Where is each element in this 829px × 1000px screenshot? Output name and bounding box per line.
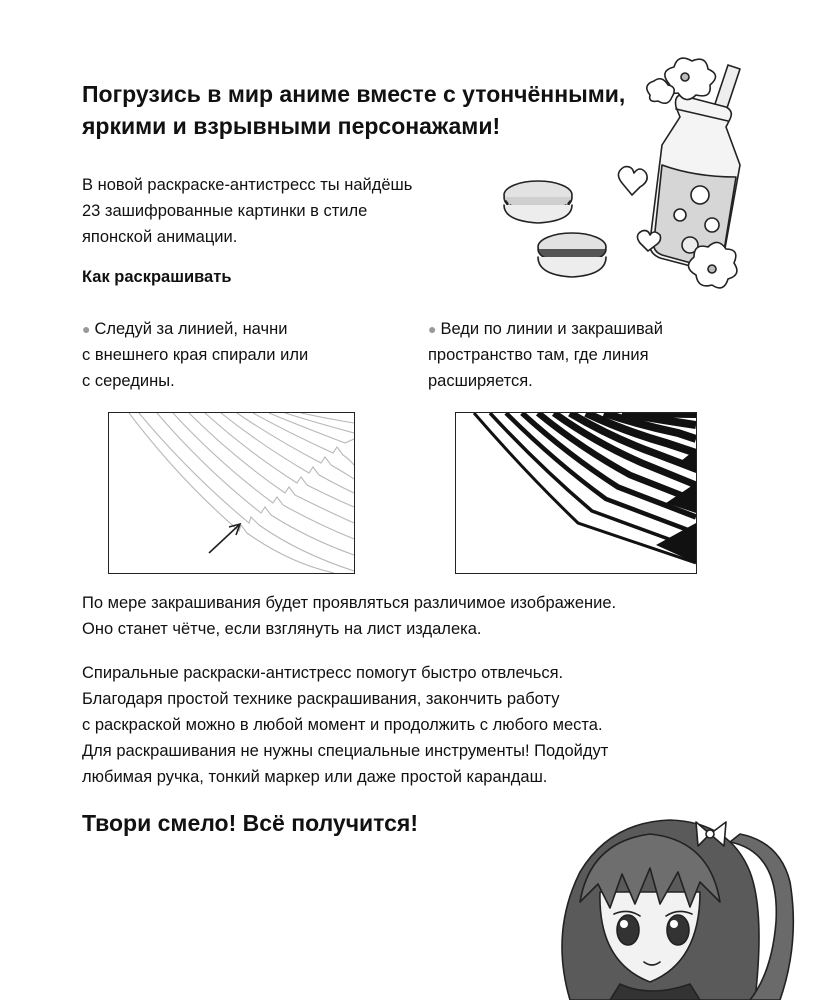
step-1-line-2: с внешнего края спирали или — [82, 346, 309, 364]
step-2-text — [428, 316, 768, 394]
step-2-line-1: ● Веди по линии и закрашивай — [428, 320, 663, 338]
step-1-text — [82, 316, 402, 394]
spiral-lines-diagram — [109, 413, 354, 573]
example-panel-lines — [108, 412, 355, 574]
closing-slogan: Твори смело! Всё получится! — [82, 810, 419, 836]
step-1-line-3: с середины. — [82, 372, 175, 390]
intro-line-2: 23 зашифрованные картинки в стиле — [82, 202, 368, 220]
bullet-icon: ● — [428, 321, 437, 337]
benefits-line-2: Благодаря простой технике раскрашивания, закончить работу — [82, 690, 560, 708]
benefits-line-4: Для раскрашивания не нужны специальные инструменты! Подойдут — [82, 742, 609, 760]
example-panel-filled — [455, 412, 697, 574]
headline-line-2: яркими и взрывными персонажами! — [82, 113, 501, 139]
drink-macarons-illustration — [490, 55, 760, 305]
step-2-line-3: расширяется. — [428, 372, 533, 390]
result-paragraph — [82, 590, 762, 642]
benefits-line-5: любимая ручка, тонкий маркер или даже простой карандаш. — [82, 768, 548, 786]
benefits-line-1: Спиральные раскраски-антистресс помогут быстро отвлечься. — [82, 664, 564, 682]
intro-line-1: В новой раскраске-антистресс ты найдёшь — [82, 176, 413, 194]
how-to-heading: Как раскрашивать — [82, 268, 232, 286]
headline-line-1: Погрузись в мир аниме вместе с утончёнными, — [82, 81, 626, 107]
anime-girl-illustration — [540, 812, 800, 1000]
step-2-line-2: пространство там, где линия — [428, 346, 649, 364]
intro-paragraph — [82, 172, 502, 250]
benefits-paragraph — [82, 660, 762, 790]
intro-line-3: японской анимации. — [82, 228, 238, 246]
result-line-2: Оно станет чётче, если взглянуть на лист издалека. — [82, 620, 482, 638]
bullet-icon: ● — [82, 321, 91, 337]
benefits-line-3: с раскраской можно в любой момент и продолжить с любого места. — [82, 716, 603, 734]
step-1-line-1: ● Следуй за линией, начни — [82, 320, 288, 338]
result-line-1: По мере закрашивания будет проявляться различимое изображение. — [82, 594, 617, 612]
spiral-filled-diagram — [456, 413, 696, 573]
